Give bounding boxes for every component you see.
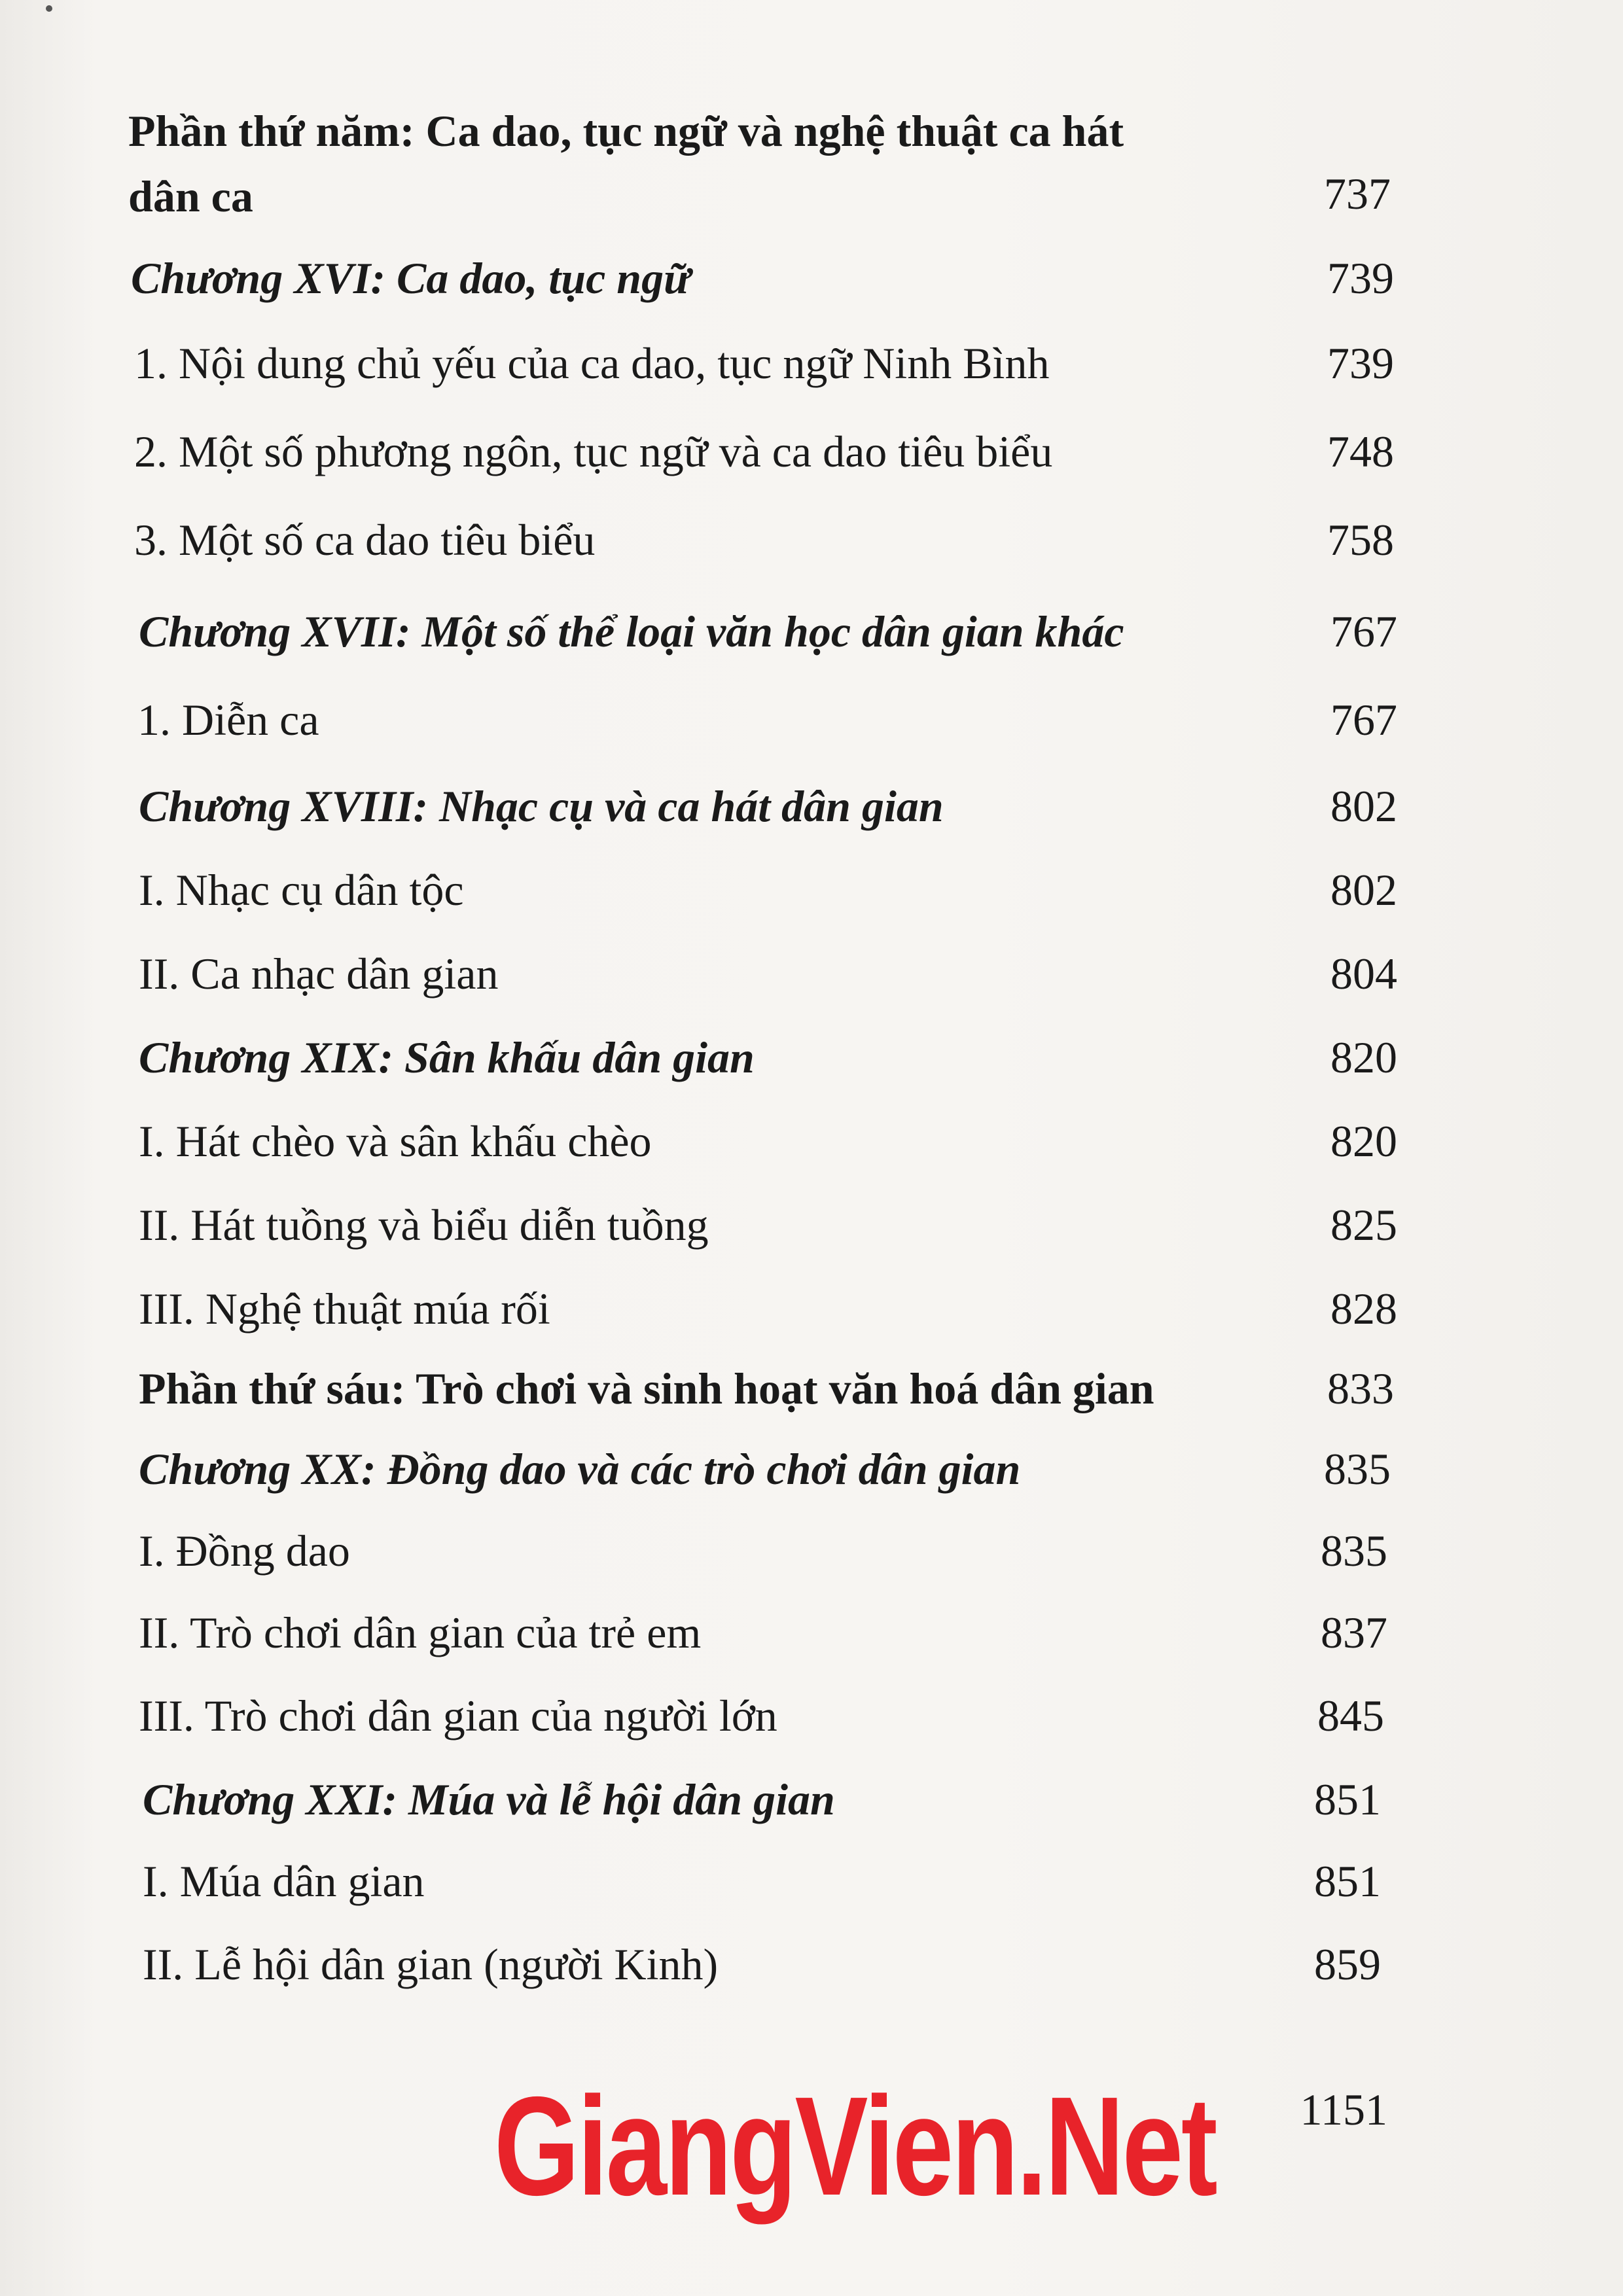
toc-page-number: 767 [1330, 607, 1397, 656]
toc-title: 1. Diễn ca [137, 695, 319, 745]
toc-entry-section [0, 425, 1623, 504]
toc-page-number: 804 [1330, 949, 1397, 998]
toc-entry-chapter [0, 1443, 1623, 1521]
toc-title: I. Nhạc cụ dân tộc [139, 865, 464, 915]
toc-page-number: 851 [1314, 1856, 1381, 1906]
toc-page-number: 820 [1330, 1033, 1397, 1082]
toc-entry-section [0, 1689, 1623, 1768]
toc-title: I. Múa dân gian [143, 1856, 425, 1906]
toc-entry-section [0, 1938, 1623, 2017]
watermark-logo: GiangVien.Net [494, 2067, 1216, 2225]
toc-page-number: 802 [1330, 865, 1397, 915]
toc-entry-section [0, 947, 1623, 1026]
toc-title: II. Trò chơi dân gian của trẻ em [139, 1608, 702, 1657]
toc-title: Chương XIX: Sân khấu dân gian [139, 1033, 755, 1082]
toc-title: III. Trò chơi dân gian của người lớn [139, 1691, 777, 1740]
toc-title: III. Nghệ thuật múa rối [139, 1284, 550, 1333]
toc-page-number: 851 [1314, 1775, 1381, 1824]
toc-entry-section [0, 1115, 1623, 1193]
toc-entry-chapter [0, 780, 1623, 858]
toc-page-number: 748 [1327, 427, 1394, 476]
page-number: 1151 [1300, 2085, 1387, 2134]
toc-page-number: 758 [1327, 515, 1394, 565]
toc-page-number: 845 [1317, 1691, 1384, 1740]
toc-page-number: 739 [1327, 338, 1394, 388]
toc-title: 1. Nội dung chủ yếu của ca dao, tục ngữ Ninh Bình [134, 338, 1050, 388]
ink-speck [46, 5, 52, 12]
toc-entry-chapter [0, 1773, 1623, 1852]
toc-page-number: 828 [1330, 1284, 1397, 1333]
toc-page-number: 737 [1324, 169, 1391, 219]
toc-page-number: 820 [1330, 1116, 1397, 1166]
toc-entry-chapter [0, 252, 1623, 330]
toc-title: II. Hát tuồng và biểu diễn tuồng [139, 1200, 709, 1250]
toc-page-number: 859 [1314, 1939, 1381, 1989]
toc-entry-section [0, 1525, 1623, 1603]
toc-title: Chương XXI: Múa và lễ hội dân gian [143, 1775, 835, 1824]
toc-page-number: 767 [1330, 695, 1397, 745]
toc-page-number: 835 [1321, 1526, 1387, 1576]
toc-title: Chương XVI: Ca dao, tục ngữ [131, 253, 690, 303]
toc-entry-section [0, 694, 1623, 772]
toc-title: I. Hát chèo và sân khấu chèo [139, 1116, 652, 1166]
toc-title-continuation: dân ca [128, 171, 253, 221]
toc-title: Chương XX: Đồng dao và các trò chơi dân gian [139, 1444, 1021, 1494]
toc-entry-section [0, 1199, 1623, 1277]
toc-entry-chapter [0, 605, 1623, 684]
toc-entry-section [0, 514, 1623, 592]
toc-entry-section [0, 337, 1623, 415]
toc-page-number: 739 [1327, 253, 1394, 303]
toc-page-number: 802 [1330, 781, 1397, 831]
toc-title: II. Ca nhạc dân gian [139, 949, 499, 998]
toc-entry-section [0, 1606, 1623, 1685]
toc-title: 3. Một số ca dao tiêu biểu [134, 515, 596, 565]
toc-entry-part [0, 105, 1623, 236]
toc-page-number: 825 [1330, 1200, 1397, 1250]
toc-title: Chương XVII: Một số thể loại văn học dân gian khác [139, 607, 1124, 656]
toc-entry-part [0, 1362, 1623, 1441]
toc-title: I. Đồng dao [139, 1526, 350, 1576]
toc-page-number: 833 [1327, 1364, 1394, 1413]
toc-page-number: 837 [1321, 1608, 1387, 1657]
toc-entry-section [0, 864, 1623, 942]
toc-title: Phần thứ sáu: Trò chơi và sinh hoạt văn hoá dân gian [139, 1364, 1154, 1413]
toc-entry-section [0, 1282, 1623, 1361]
toc-page-number: 835 [1324, 1444, 1391, 1494]
toc-title: II. Lễ hội dân gian (người Kinh) [143, 1939, 719, 1989]
toc-title: Phần thứ năm: Ca dao, tục ngữ và nghệ thuật ca hát [128, 106, 1124, 156]
toc-entry-section [0, 1855, 1623, 1934]
toc-title: Chương XVIII: Nhạc cụ và ca hát dân gian [139, 781, 944, 831]
toc-entry-chapter [0, 1031, 1623, 1110]
toc-title: 2. Một số phương ngôn, tục ngữ và ca dao tiêu biểu [134, 427, 1053, 476]
